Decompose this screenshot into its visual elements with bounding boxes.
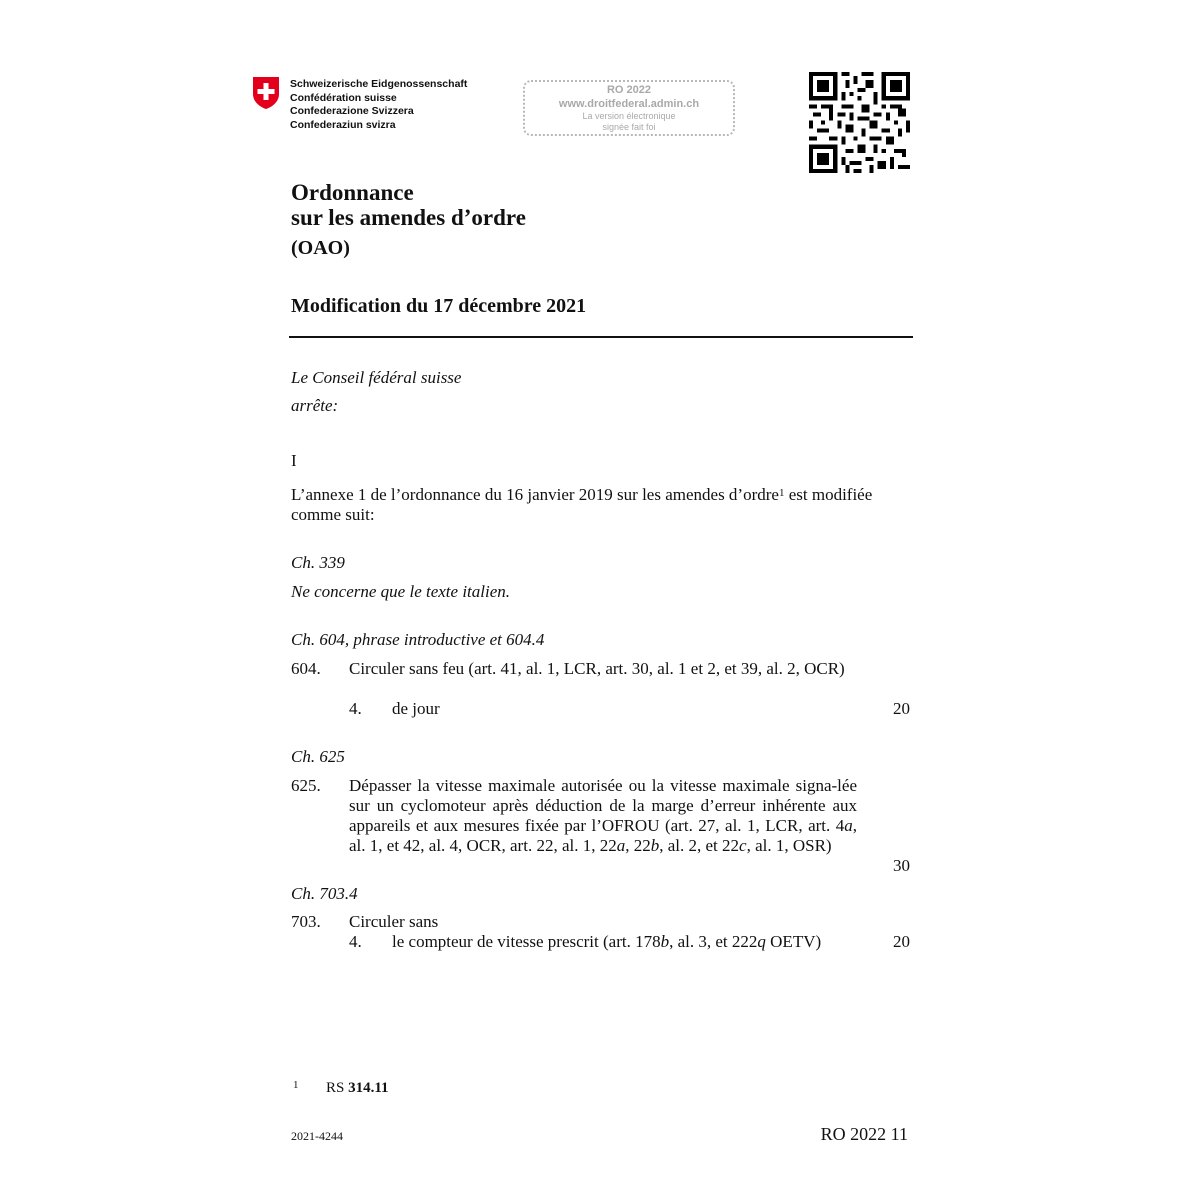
- footnote-rs-number: 314.11: [348, 1080, 389, 1096]
- ch625-text-italic: a: [844, 816, 853, 835]
- stamp-ro: RO 2022: [606, 84, 652, 96]
- ch703-sub-text: [392, 932, 821, 952]
- section-number: I: [291, 451, 297, 470]
- ch625-text-part: , al. 1, OSR): [746, 836, 832, 855]
- footnote-mark: 1: [293, 1079, 299, 1091]
- document-id: 2021-4244: [291, 1129, 343, 1143]
- ch625-text: [349, 776, 857, 856]
- ch604-heading: Ch. 604, phrase introductive et 604.4: [291, 630, 545, 649]
- ch625-number: 625.: [291, 776, 321, 795]
- ch339-note: Ne concerne que le texte italien.: [291, 582, 511, 601]
- ch703-sub-text-italic: b: [660, 932, 670, 951]
- title-divider: [289, 336, 913, 338]
- qr-code-icon: [809, 72, 910, 173]
- stamp-note-1: La version électronique: [582, 111, 676, 121]
- ch703-sub-number: 4.: [349, 932, 362, 951]
- ch604-text: Circuler sans feu (art. 41, al. 1, LCR, art. 30, al. 1 et 2, et 39, al. 2, OCR): [349, 659, 845, 678]
- document-abbreviation: (OAO): [291, 237, 350, 259]
- preamble-authority: Le Conseil fédéral suisse: [291, 368, 462, 387]
- intro-text-end: est modifiée comme suit:: [291, 485, 873, 524]
- ch703-sub-text-part: le compteur de vitesse prescrit (art. 178: [392, 932, 661, 951]
- ch703-sub-text-part: , al. 3, et 222: [669, 932, 758, 951]
- ch604-amount: 20: [893, 699, 910, 718]
- electronic-version-stamp: [523, 80, 735, 136]
- footnote-ref: 1: [778, 487, 785, 499]
- ch703-text: Circuler sans: [349, 912, 439, 931]
- ch625-text-part: Dépasser la vitesse maximale autorisée ou la vitesse maximale signa-lée sur un cyclomoteur après déduction de la marge d’erreur inhérente aux appareils et aux mesures fixée par l’OFROU (art. 27, al. 1, LCR, art. 4: [349, 776, 857, 835]
- ch604-sub-number: 4.: [349, 699, 362, 718]
- title-line-1: Ordonnance: [291, 180, 414, 205]
- ch703-sub-text-part: OETV): [765, 932, 822, 951]
- ch625-amount: 30: [893, 856, 910, 875]
- stamp-note-2: signée fait foi: [602, 122, 656, 132]
- ch703-number: 703.: [291, 912, 321, 931]
- ch604-sub-text: de jour: [392, 699, 440, 718]
- intro-paragraph: [291, 485, 913, 525]
- ch604-number: 604.: [291, 659, 321, 678]
- title-line-2: sur les amendes d’ordre: [291, 205, 526, 230]
- ch625-text-part: , 22: [625, 836, 651, 855]
- document-title: [291, 180, 526, 230]
- preamble-decree: arrête:: [291, 396, 339, 415]
- ch703-heading: Ch. 703.4: [291, 884, 358, 903]
- ch703-amount: 20: [893, 932, 910, 951]
- federal-administration-name: Schweizerische Eidgenossenschaft Confédération suisse Confederazione Svizzera Confederaziun svizra: [290, 78, 468, 131]
- intro-text: L’annexe 1 de l’ordonnance du 16 janvier 2019 sur les amendes d’ordre: [291, 485, 779, 504]
- ch625-text-italic: a: [616, 836, 626, 855]
- stamp-url: www.droitfederal.admin.ch: [558, 98, 700, 110]
- ch625-text-italic: c: [739, 836, 747, 855]
- swiss-cross-icon: [252, 76, 280, 110]
- ch625-text-italic: b: [650, 836, 660, 855]
- ch625-heading: Ch. 625: [291, 747, 345, 766]
- footnote-prefix: RS: [326, 1080, 349, 1096]
- modification-date: Modification du 17 décembre 2021: [291, 295, 587, 317]
- official-compilation-reference: RO 2022 11: [820, 1124, 908, 1144]
- footnote-text: [326, 1080, 389, 1097]
- ch339-heading: Ch. 339: [291, 553, 345, 572]
- ch625-text-part: , al. 1, et 42, al. 4, OCR, art. 22, al. 1, 22: [349, 816, 857, 855]
- ch703-sub-text-italic: q: [757, 932, 766, 951]
- ch625-text-part: , al. 2, et 22: [659, 836, 740, 855]
